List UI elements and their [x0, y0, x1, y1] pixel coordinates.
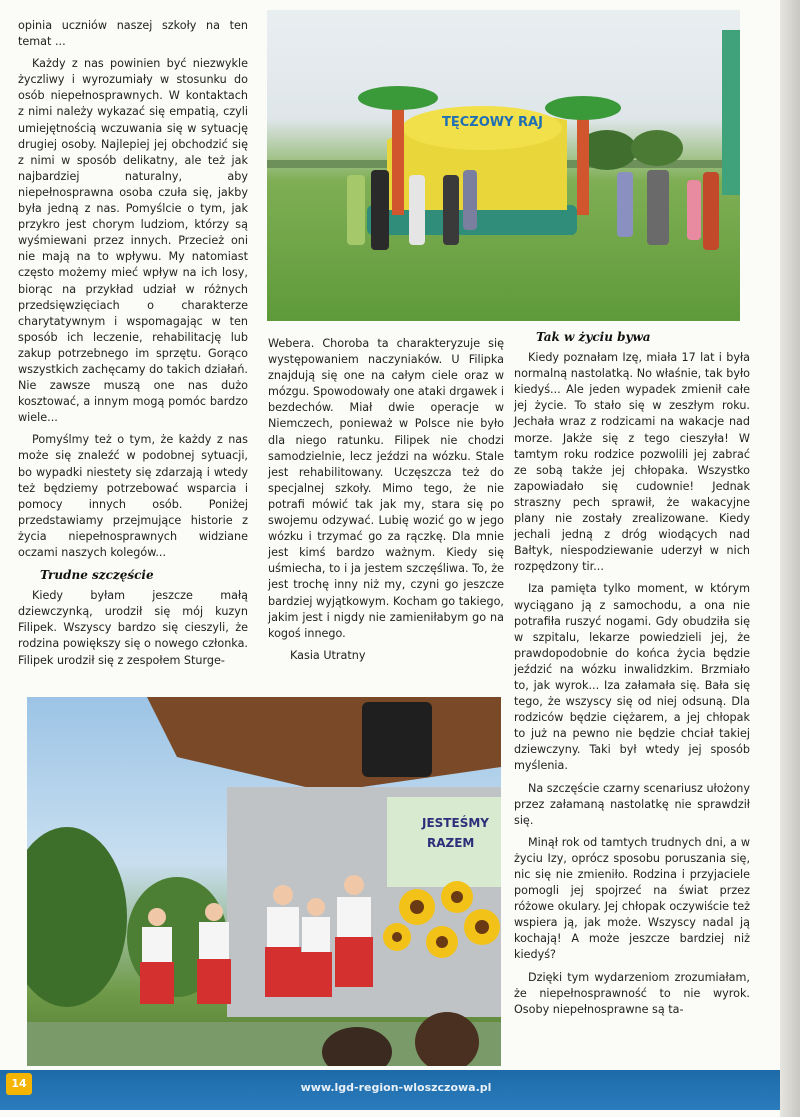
stage-scene [27, 697, 501, 1066]
paragraph: Każdy z nas powinien być niezwykle życzliwy i wyrozumiały w stosunku do osób niepełnosprawnych. W kontaktach z nimi należy wykazać się empatią, czyli umiejętnością wczuwania się w sytuację drugiej osoby. Najlepiej jej obchodzić się z nimi w sposób delikatny, ale też jak najbardziej naturalny, aby niepełnosprawna osoba czuła się, jakby była jedną z nas. Pomyślcie o tym, jak przykro jest chorym ludziom, którzy są wyśmiewani przez innych. Przecież oni nie mają na to wpływu. My natomiast często możemy mieć wpływ na ich losy, biorąc na przykład udział w różnych przedsięwzięciach o charakterze charytatywnym i wspomagając w ten sposób ich leczenie, rehabilitację lub zakup potrzebnego im sprzętu. Gorąco wszystkich zachęcamy do takich działań. Nie zawsze muszą one nas dużo kosztować, a innym mogą pomóc bardzo wiele... [18, 57, 248, 425]
photo-stage-performance [27, 697, 501, 1066]
photo-bouncy-castle [267, 10, 740, 321]
section-heading-tak-w-zyciu-bywa: Tak w życiu bywa [536, 330, 651, 344]
banner-text-1: JESTEŚMY [422, 816, 489, 830]
paragraph: Dzięki tym wydarzeniom zrozumiałam, że niepełnosprawność to nie wyrok. Osoby niepełnosprawne są ta- [514, 970, 750, 1016]
article-signature: Kasia Utratny [290, 648, 366, 662]
footer-url: www.lgd-region-wloszczowa.pl [300, 1081, 492, 1094]
page-number: 14 [6, 1073, 32, 1095]
text-column-right [514, 326, 750, 1024]
paragraph: opinia uczniów naszej szkoły na ten temat ... [18, 19, 248, 49]
page-edge [780, 0, 800, 1117]
banner-text-2: RAZEM [427, 836, 475, 850]
text-column-middle [268, 336, 504, 664]
paragraph: Kiedy byłam jeszcze małą dziewczynką, urodził się mój kuzyn Filipek. Wszyscy bardzo się cieszyli, że rodzina powiększy się o nowego członka. Filipek urodził się z zespołem Sturge- [18, 589, 248, 667]
paragraph: Na szczęście czarny scenariusz ułożony przez załamaną nastolatkę nie sprawdził się. [514, 781, 750, 827]
paragraph: Iza pamięta tylko moment, w którym wyciągano ją z samochodu, a ona nie potrafiła ruszyć nogami. Gdy obudziła się w szpitalu, lekarze powiedzieli jej, że prawdopodobnie do końca życia będzie jeździć na wózku inwalidzkim. Brzmiało to, jak wyrok... Iza załamała się. Bała się tego, że wszyscy się od niej odsuną. Dla rodziców będzie ciężarem, a jej chłopak to już na pewno nie będzie chciał takiej dziewczyny. Taki był wtedy jej sposób myślenia. [514, 582, 750, 773]
paragraph: Kiedy poznałam Izę, miała 17 lat i była normalną nastolatką. No właśnie, tak było kiedyś... Ale jeden wypadek zmienił całe jej życie. To stało się w zeszłym roku. Jechała wraz z rodzicami na wakacje nad morze. Jakże się z tego cieszyła! W tamtym roku rodzice pozwolili jej zabrać ze sobą także jej chłopaka. Wszystko zapowiadało się cudownie! Jednak straszny pech sprawił, że wakacyjne plany nie zostały zrealizowane. Kiedy jechali jedną z dróg wiodących nad Bałtyk, niespodziewanie uderzył w nich rozpędzony tir... [514, 351, 750, 574]
page-footer [0, 1070, 792, 1110]
castle-sign: TĘCZOWY RAJ [442, 115, 543, 130]
paragraph: Webera. Choroba ta charakteryzuje się występowaniem naczyniaków. U Filipka znajdują się one na całym ciele oraz w mózgu. Spowodowały one ataki drgawek i bezdechów. Miał dwie operacje w Niemczech, ponieważ w Polsce nie było dla niego ratunku. Filipek nie chodzi samodzielnie, lecz jeździ na wózku. Stale jest rehabilitowany. Uczęszcza też do specjalnej szkoły. Mimo tego, że nie potrafi mówić tak jak my, stara się po swojemu odzywać. Lubię wozić go w jego wózku i trzymać go za rączkę. Dla mnie jest kimś bardzo ważnym. Kiedy się uśmiecha, to i ja jestem szczęśliwa. To, że jest trochę inny niż my, czyni go jeszcze bardziej wyjątkowym. Kocham go takiego, jakim jest i nigdy nie zamieniłabym go na kogoś innego. [268, 337, 504, 640]
text-column-left [18, 18, 248, 675]
bouncy-castle-scene [267, 10, 740, 321]
paragraph: Pomyślmy też o tym, że każdy z nas może się znaleźć w podobnej sytuacji, bo wypadki niestety się zdarzają i wtedy też będziemy potrzebować wsparcia i pomocy innych osób. Poniżej przedstawiamy przejmujące historie z życia niepełnosprawnych widziane oczami naszych kolegów... [18, 433, 248, 559]
paragraph: Minął rok od tamtych trudnych dni, a w życiu Izy, oprócz sposobu poruszania się, nic się nie zmieniło. Rodzina i przyjaciele pomogli jej spojrzeć na świat przez różowe okulary. Jej chłopak oczywiście też wspiera ją, jak może. Wszyscy nadal ją kochają! A może jeszcze bardziej niż kiedyś? [514, 835, 750, 962]
section-heading-trudne-szczescie: Trudne szczęście [40, 568, 154, 583]
